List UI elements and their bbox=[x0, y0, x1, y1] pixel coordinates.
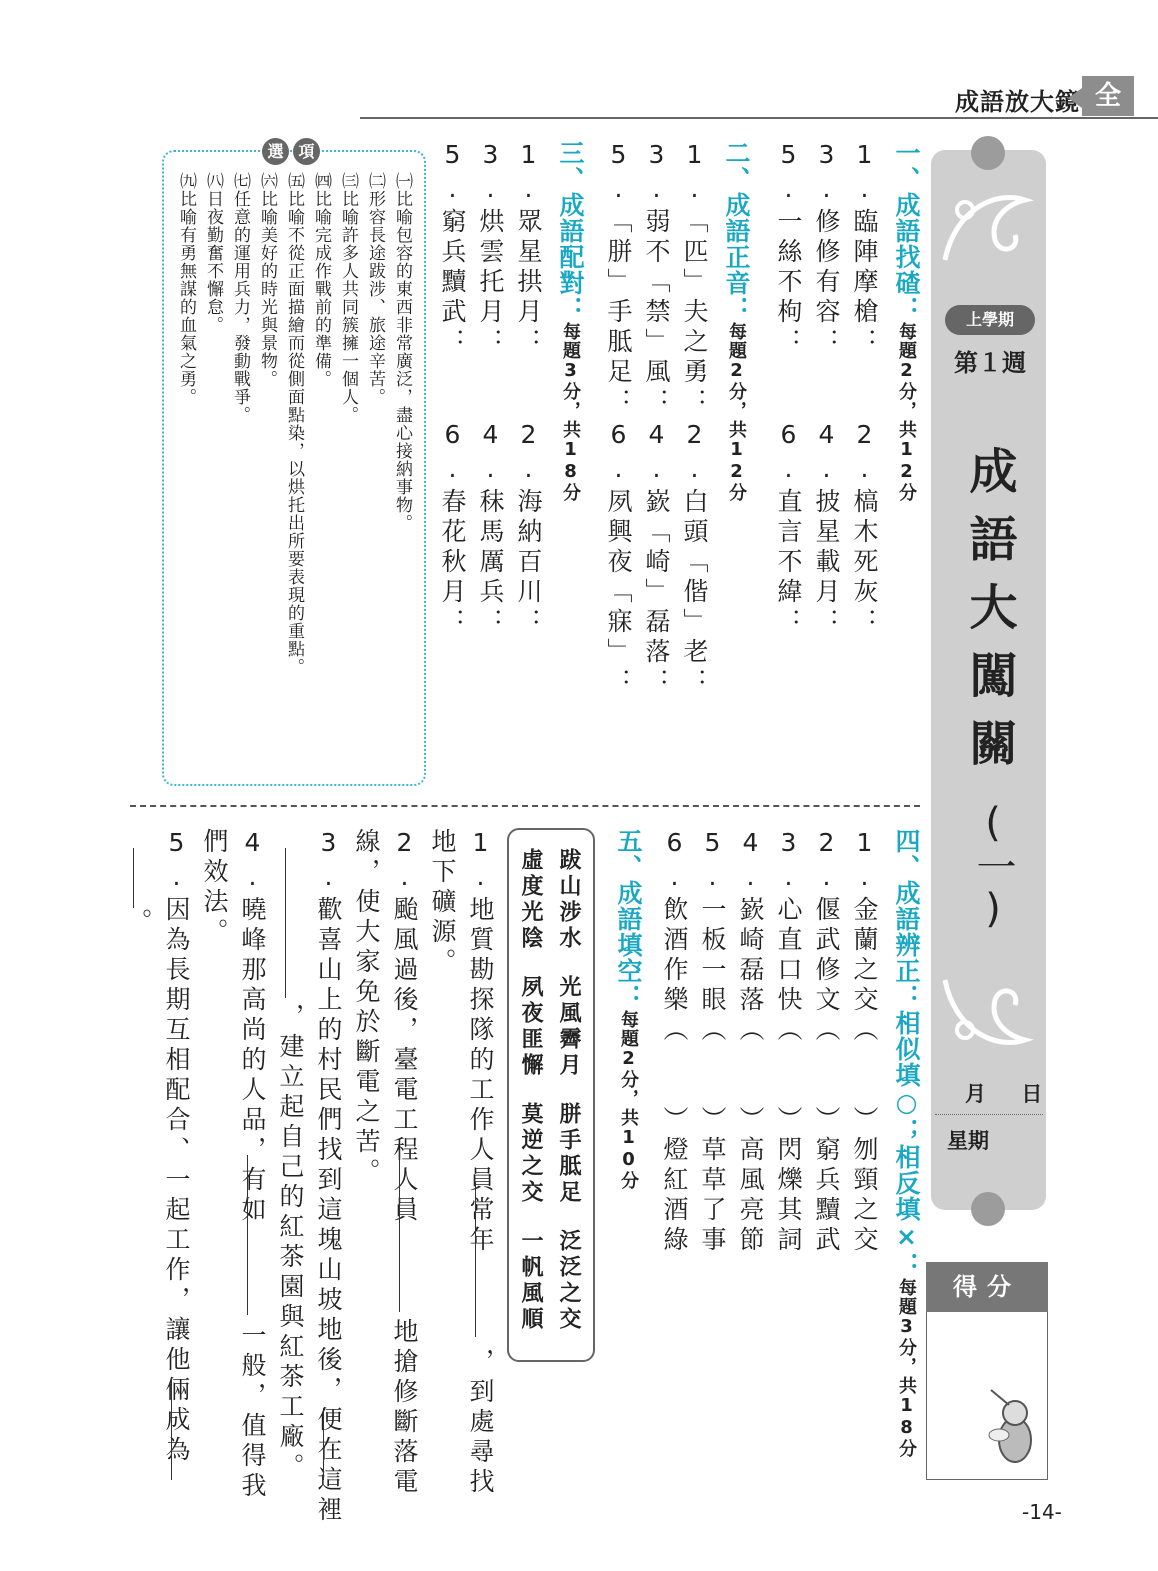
section-2-title: 二、成語正音：每題2分，共12分 bbox=[722, 140, 751, 502]
semester-badge: 上學期 bbox=[945, 305, 1035, 335]
answer-blank[interactable] bbox=[133, 848, 134, 908]
answer-blank[interactable] bbox=[323, 1408, 324, 1480]
question-2-2: 2.白頭「偕」老： bbox=[680, 420, 709, 698]
word-bank-item: 泛泛之交 bbox=[556, 1229, 581, 1333]
option-4: ㈣比喻完成作戰前的準備。 bbox=[311, 172, 331, 388]
page-title: 成語大闖關 bbox=[961, 446, 1017, 786]
question-3-6: 6.春花秋月： bbox=[438, 420, 467, 638]
fill-question-3-end: ，建立起自己的紅茶園與紅茶工廠。 bbox=[276, 1003, 305, 1483]
fill-question-5: 5.因為長期互相配合、一起工作，讓他倆成為 bbox=[162, 828, 191, 1466]
word-bank-item: 一帆風順 bbox=[518, 1229, 543, 1333]
option-7: ㈦任意的運用兵力，發動戰爭。 bbox=[230, 172, 250, 424]
question-4-2: 2.偃武修文（ ）窮兵黷武 bbox=[812, 828, 841, 1256]
answer-blank[interactable] bbox=[285, 848, 286, 998]
word-bank-item: 莫逆之交 bbox=[518, 1102, 543, 1206]
day-label: 日 bbox=[1021, 1082, 1043, 1106]
swirl-ornament-icon bbox=[935, 170, 1045, 280]
fill-question-1-cont: 地下礦源。 bbox=[428, 828, 457, 978]
question-3-4: 4.秣馬厲兵： bbox=[476, 420, 505, 638]
question-4-4: 4.嶔崎磊落（ ）高風亮節 bbox=[736, 828, 765, 1256]
question-1-3: 3.修修有容： bbox=[812, 140, 841, 358]
question-3-1: 1.眾星拱月： bbox=[514, 140, 543, 358]
question-2-3: 3.弱不「禁」風： bbox=[642, 140, 671, 418]
question-2-4: 4.嶔「崎」磊落： bbox=[642, 420, 671, 698]
fill-question-1-end: ，到處尋找 bbox=[466, 1348, 495, 1498]
question-1-2: 2.槁木死灰： bbox=[850, 420, 879, 638]
option-6: ㈥比喻美好的時光與景物。 bbox=[257, 172, 277, 388]
part-number: (一) bbox=[970, 800, 1016, 932]
option-1: ㈠比喻包容的東西非常廣泛，盡心接納事物。 bbox=[392, 172, 412, 532]
question-4-1: 1.金蘭之交（ ）刎頸之交 bbox=[850, 828, 879, 1256]
answer-blank[interactable] bbox=[247, 1155, 248, 1315]
answer-paren[interactable]: （ ） bbox=[812, 1016, 841, 1136]
fill-question-1: 1.地質勘探隊的工作人員常年 bbox=[466, 828, 495, 1256]
answer-blank[interactable] bbox=[171, 1378, 172, 1480]
header-arrow-icon bbox=[1068, 88, 1082, 108]
weekday-label: 星期 bbox=[947, 1129, 989, 1153]
word-bank-item: 跋山涉水 bbox=[556, 848, 581, 952]
answer-blank[interactable] bbox=[475, 1182, 476, 1337]
option-5: ㈤比喻不從正面描繪而從側面點染，以烘托出所要表現的重點。 bbox=[284, 172, 304, 676]
fill-question-3: 3.歡喜山上的村民們找到這塊山坡地後，便在這裡 bbox=[314, 828, 343, 1526]
question-1-1: 1.臨陣摩槍： bbox=[850, 140, 879, 358]
section-divider bbox=[130, 805, 920, 807]
section-5-title: 五、成語填空：每題2分，共10分 bbox=[614, 828, 643, 1190]
fill-question-4-cont: 們效法。 bbox=[200, 828, 229, 948]
ring-hole-icon bbox=[971, 136, 1005, 170]
option-8: ㈧日夜勤奮不懈怠。 bbox=[203, 172, 223, 334]
answer-paren[interactable]: （ ） bbox=[850, 1016, 879, 1136]
question-1-5: 5.一絲不枸： bbox=[774, 140, 803, 358]
date-field[interactable] bbox=[935, 1078, 1043, 1155]
week-label: 第１週 bbox=[954, 349, 1026, 377]
header-tab: 全 bbox=[1082, 76, 1134, 116]
question-3-2: 2.海納百川： bbox=[514, 420, 543, 638]
question-1-6: 6.直言不緯： bbox=[774, 420, 803, 638]
answer-blank[interactable] bbox=[399, 1150, 400, 1312]
bee-mascot-icon bbox=[985, 1385, 1045, 1475]
fill-question-2-end: 地搶修斷落電 bbox=[390, 1318, 419, 1498]
fill-question-4: 4.曉峰那高尚的人品，有如 bbox=[238, 828, 267, 1226]
section-3-title: 三、成語配對：每題3分，共18分 bbox=[556, 140, 585, 502]
section-4-title: 四、成語辨正：相似填○；相反填×：每題3分，共18分 bbox=[892, 828, 921, 1458]
month-label: 月 bbox=[965, 1082, 986, 1106]
section-1-title: 一、成語找碴：每題2分，共12分 bbox=[892, 140, 921, 502]
page-number: -14- bbox=[1022, 1500, 1062, 1524]
question-4-3: 3.心直口快（ ）閃爍其詞 bbox=[774, 828, 803, 1256]
option-9: ㈨比喻有勇無謀的血氣之勇。 bbox=[176, 172, 196, 406]
word-bank-item: 夙夜匪懈 bbox=[518, 975, 543, 1079]
question-4-5: 5.一板一眼（ ）草草了事 bbox=[698, 828, 727, 1256]
question-3-3: 3.烘雲托月： bbox=[476, 140, 505, 358]
swirl-ornament-icon bbox=[935, 960, 1045, 1070]
question-2-5: 5.「胼」手胝足： bbox=[604, 140, 633, 418]
fill-question-2: 2.颱風過後，臺電工程人員 bbox=[390, 828, 419, 1226]
fill-question-2-cont: 線，使大家免於斷電之苦。 bbox=[352, 828, 381, 1188]
option-3: ㈢比喻許多人共同簇擁一個人。 bbox=[338, 172, 358, 424]
question-1-4: 4.披星載月： bbox=[812, 420, 841, 638]
question-2-6: 6.夙興夜「寐」： bbox=[604, 420, 633, 698]
fill-question-5-end: 。 bbox=[124, 908, 153, 938]
options-label: 選 項 bbox=[262, 138, 322, 170]
answer-paren[interactable]: （ ） bbox=[660, 1016, 689, 1136]
word-bank-item: 光風霽月 bbox=[556, 975, 581, 1079]
word-bank-item: 虛度光陰 bbox=[518, 848, 543, 952]
word-bank-item: 胼手胝足 bbox=[556, 1102, 581, 1206]
option-2: ㈡形容長途跋涉、旅途辛苦。 bbox=[365, 172, 385, 406]
question-3-5: 5.窮兵黷武： bbox=[438, 140, 467, 358]
header-title: 成語放大鏡 bbox=[955, 88, 1080, 116]
question-2-1: 1.「匹」夫之勇： bbox=[680, 140, 709, 418]
answer-paren[interactable]: （ ） bbox=[736, 1016, 765, 1136]
fill-question-4-end: 一般，值得我 bbox=[238, 1322, 267, 1502]
header-rule bbox=[360, 117, 1158, 119]
question-4-6: 6.飲酒作樂（ ）燈紅酒綠 bbox=[660, 828, 689, 1256]
answer-paren[interactable]: （ ） bbox=[698, 1016, 727, 1136]
answer-paren[interactable]: （ ） bbox=[774, 1016, 803, 1136]
score-label: 得分 bbox=[926, 1262, 1048, 1312]
ring-hole-icon bbox=[971, 1192, 1005, 1226]
